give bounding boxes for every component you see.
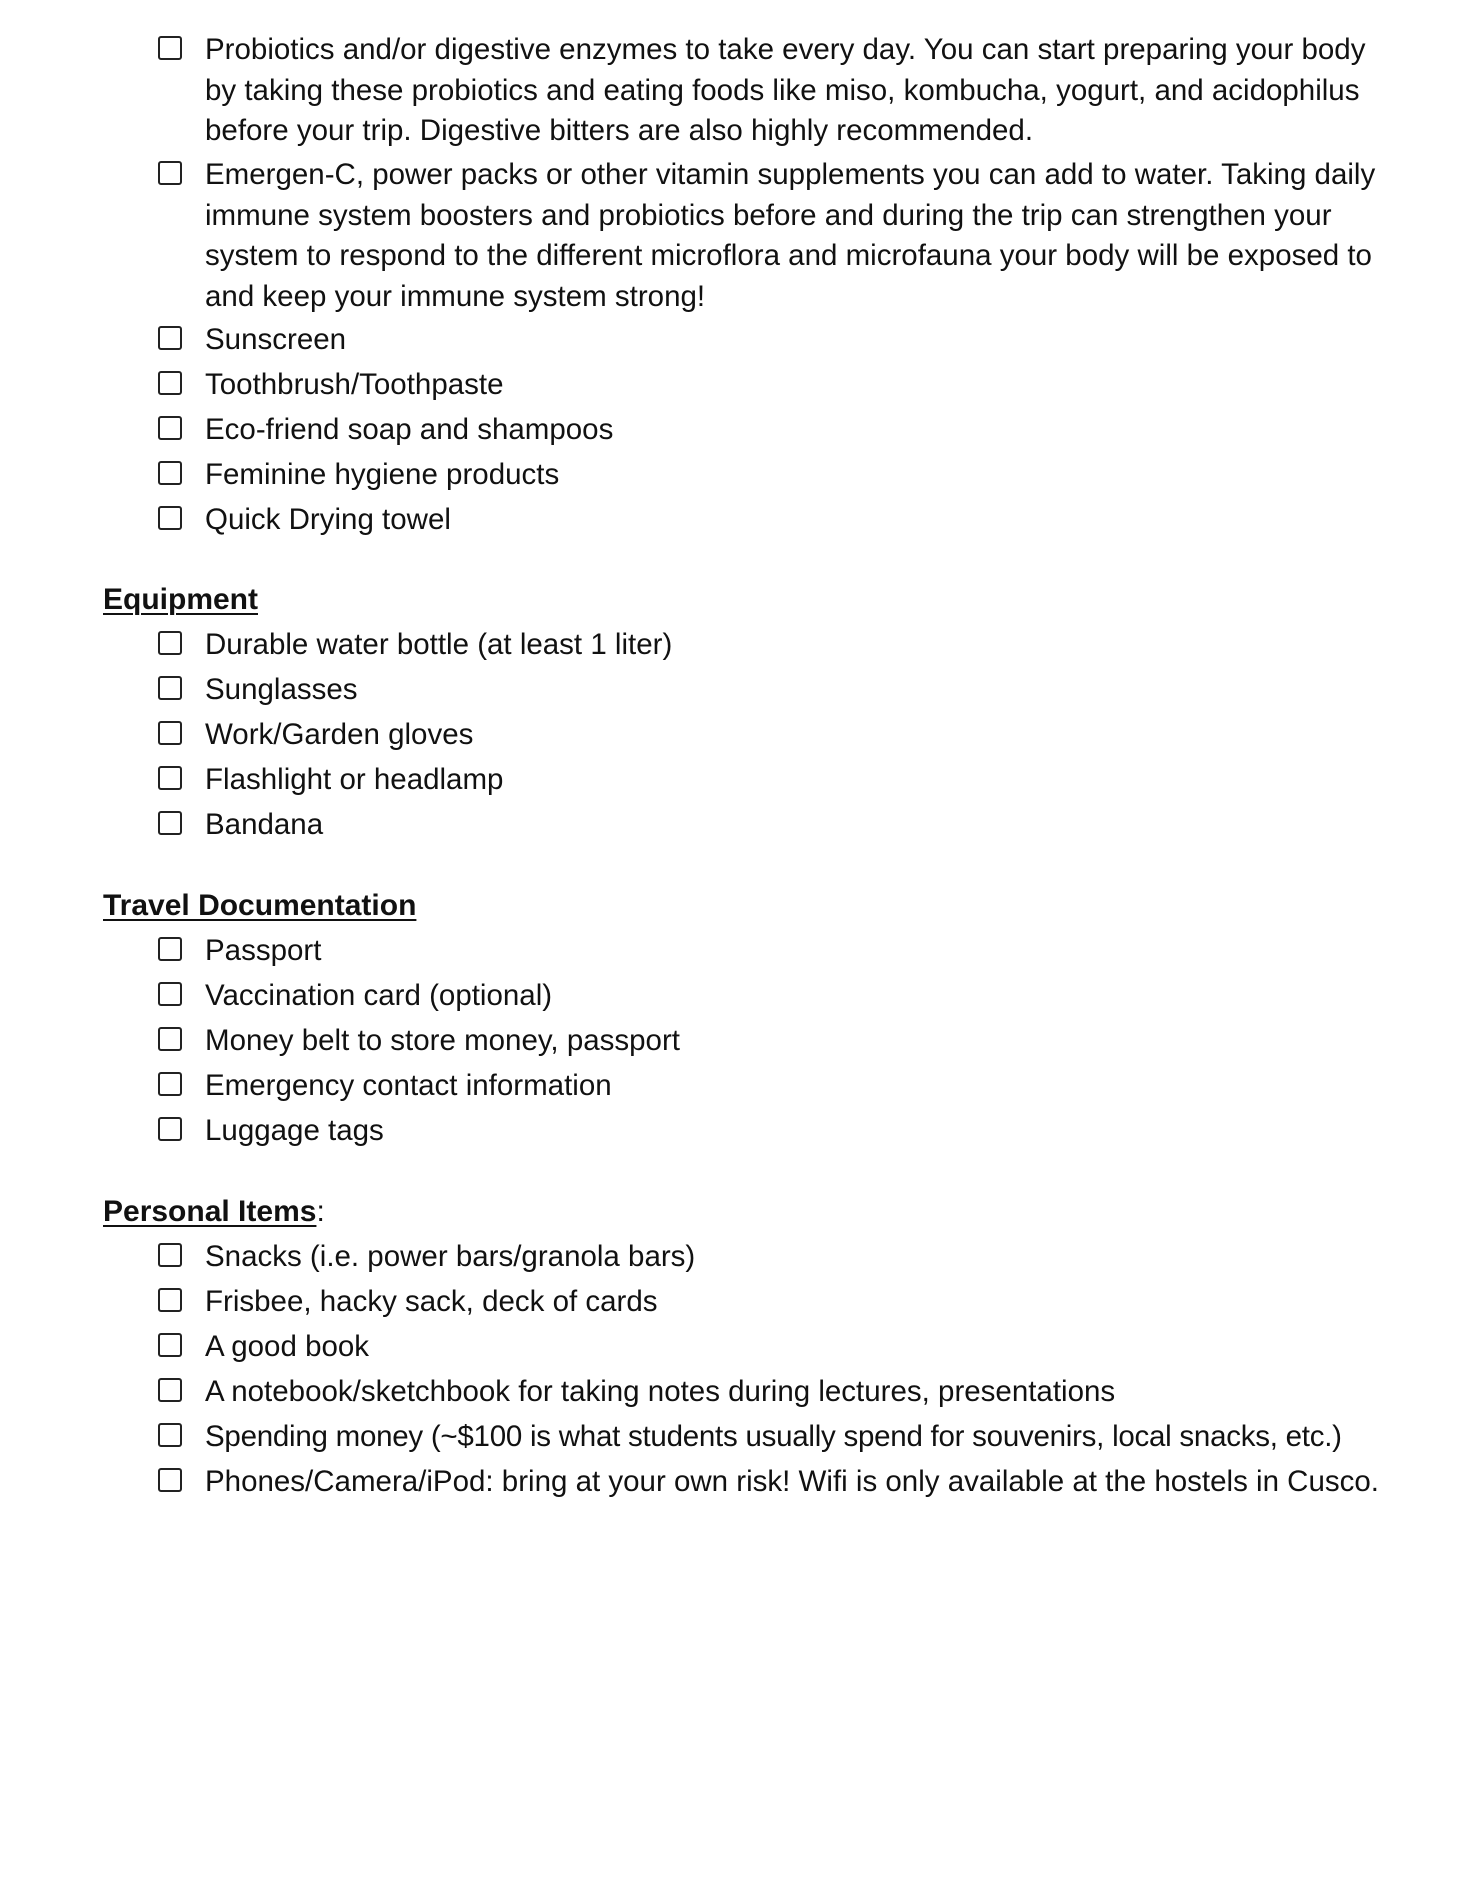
checklist-item-text: Sunscreen [205, 323, 347, 356]
section-heading [103, 886, 416, 926]
checklist-item-text: Passport [205, 934, 322, 967]
checkbox[interactable] [158, 811, 182, 835]
checklist-item-text: Probiotics and/or digestive enzymes to take every day. You can start preparing your body by taking these probiotics and eating foods like miso, kombucha, yogurt, and acidophilus before your trip. Digestive bitters are also highly recommended. [205, 33, 1366, 147]
checklist-item-text: Flashlight or headlamp [205, 763, 504, 796]
checkbox[interactable] [158, 1027, 182, 1051]
checkbox[interactable] [158, 371, 182, 395]
checklist-item-text: Durable water bottle (at least 1 liter) [205, 628, 673, 661]
checklist-item-text: Frisbee, hacky sack, deck of cards [205, 1285, 658, 1318]
checkbox[interactable] [158, 982, 182, 1006]
checkbox[interactable] [158, 461, 182, 485]
checklist-item-text: Toothbrush/Toothpaste [205, 368, 504, 401]
section-heading [103, 1192, 325, 1232]
checkbox[interactable] [158, 416, 182, 440]
section-heading-title: Equipment [103, 583, 258, 616]
checklist-item-text: A good book [205, 1330, 370, 1363]
checkbox[interactable] [158, 161, 182, 185]
checklist-item-text: Bandana [205, 808, 324, 841]
checklist-item-text: Luggage tags [205, 1114, 384, 1147]
checkbox[interactable] [158, 1423, 182, 1447]
checklist-item-text: Money belt to store money, passport [205, 1024, 680, 1057]
checklist-item-text: Sunglasses [205, 673, 358, 706]
checklist-item-text: Quick Drying towel [205, 503, 451, 536]
checkbox[interactable] [158, 1333, 182, 1357]
checklist-item-text: Eco-friend soap and shampoos [205, 413, 614, 446]
checkbox[interactable] [158, 1288, 182, 1312]
section-heading-colon: : [316, 1195, 325, 1228]
checklist-item-text: Vaccination card (optional) [205, 979, 553, 1012]
section-heading-title: Travel Documentation [103, 889, 417, 922]
checkbox[interactable] [158, 631, 182, 655]
checkbox[interactable] [158, 1468, 182, 1492]
section-heading [103, 580, 258, 620]
checkbox[interactable] [158, 1243, 182, 1267]
checkbox[interactable] [158, 1117, 182, 1141]
checkbox[interactable] [158, 36, 182, 60]
checkbox[interactable] [158, 937, 182, 961]
checklist-item-text: Feminine hygiene products [205, 458, 560, 491]
checkbox[interactable] [158, 1378, 182, 1402]
checkbox[interactable] [158, 676, 182, 700]
checkbox[interactable] [158, 326, 182, 350]
checklist-item-text: Emergency contact information [205, 1069, 612, 1102]
checklist-item-text: Work/Garden gloves [205, 718, 474, 751]
checkbox[interactable] [158, 506, 182, 530]
checklist-item-text: Spending money (~$100 is what students usually spend for souvenirs, local snacks, etc.) [205, 1420, 1342, 1453]
checklist-item-text: A notebook/sketchbook for taking notes during lectures, presentations [205, 1375, 1116, 1408]
checklist-item-text: Snacks (i.e. power bars/granola bars) [205, 1240, 696, 1273]
checkbox[interactable] [158, 766, 182, 790]
checklist-item-text: Emergen-C, power packs or other vitamin supplements you can add to water. Taking daily immune system boosters and probiotics before and during the trip can strengthen your system to respond to the different microflora and microfauna your body will be exposed to and keep your immune system strong! [205, 158, 1376, 313]
section-heading-title: Personal Items [103, 1195, 317, 1228]
checkbox[interactable] [158, 721, 182, 745]
checklist-item-text: Phones/Camera/iPod: bring at your own risk! Wifi is only available at the hostels in Cusco. [205, 1465, 1379, 1498]
checkbox[interactable] [158, 1072, 182, 1096]
